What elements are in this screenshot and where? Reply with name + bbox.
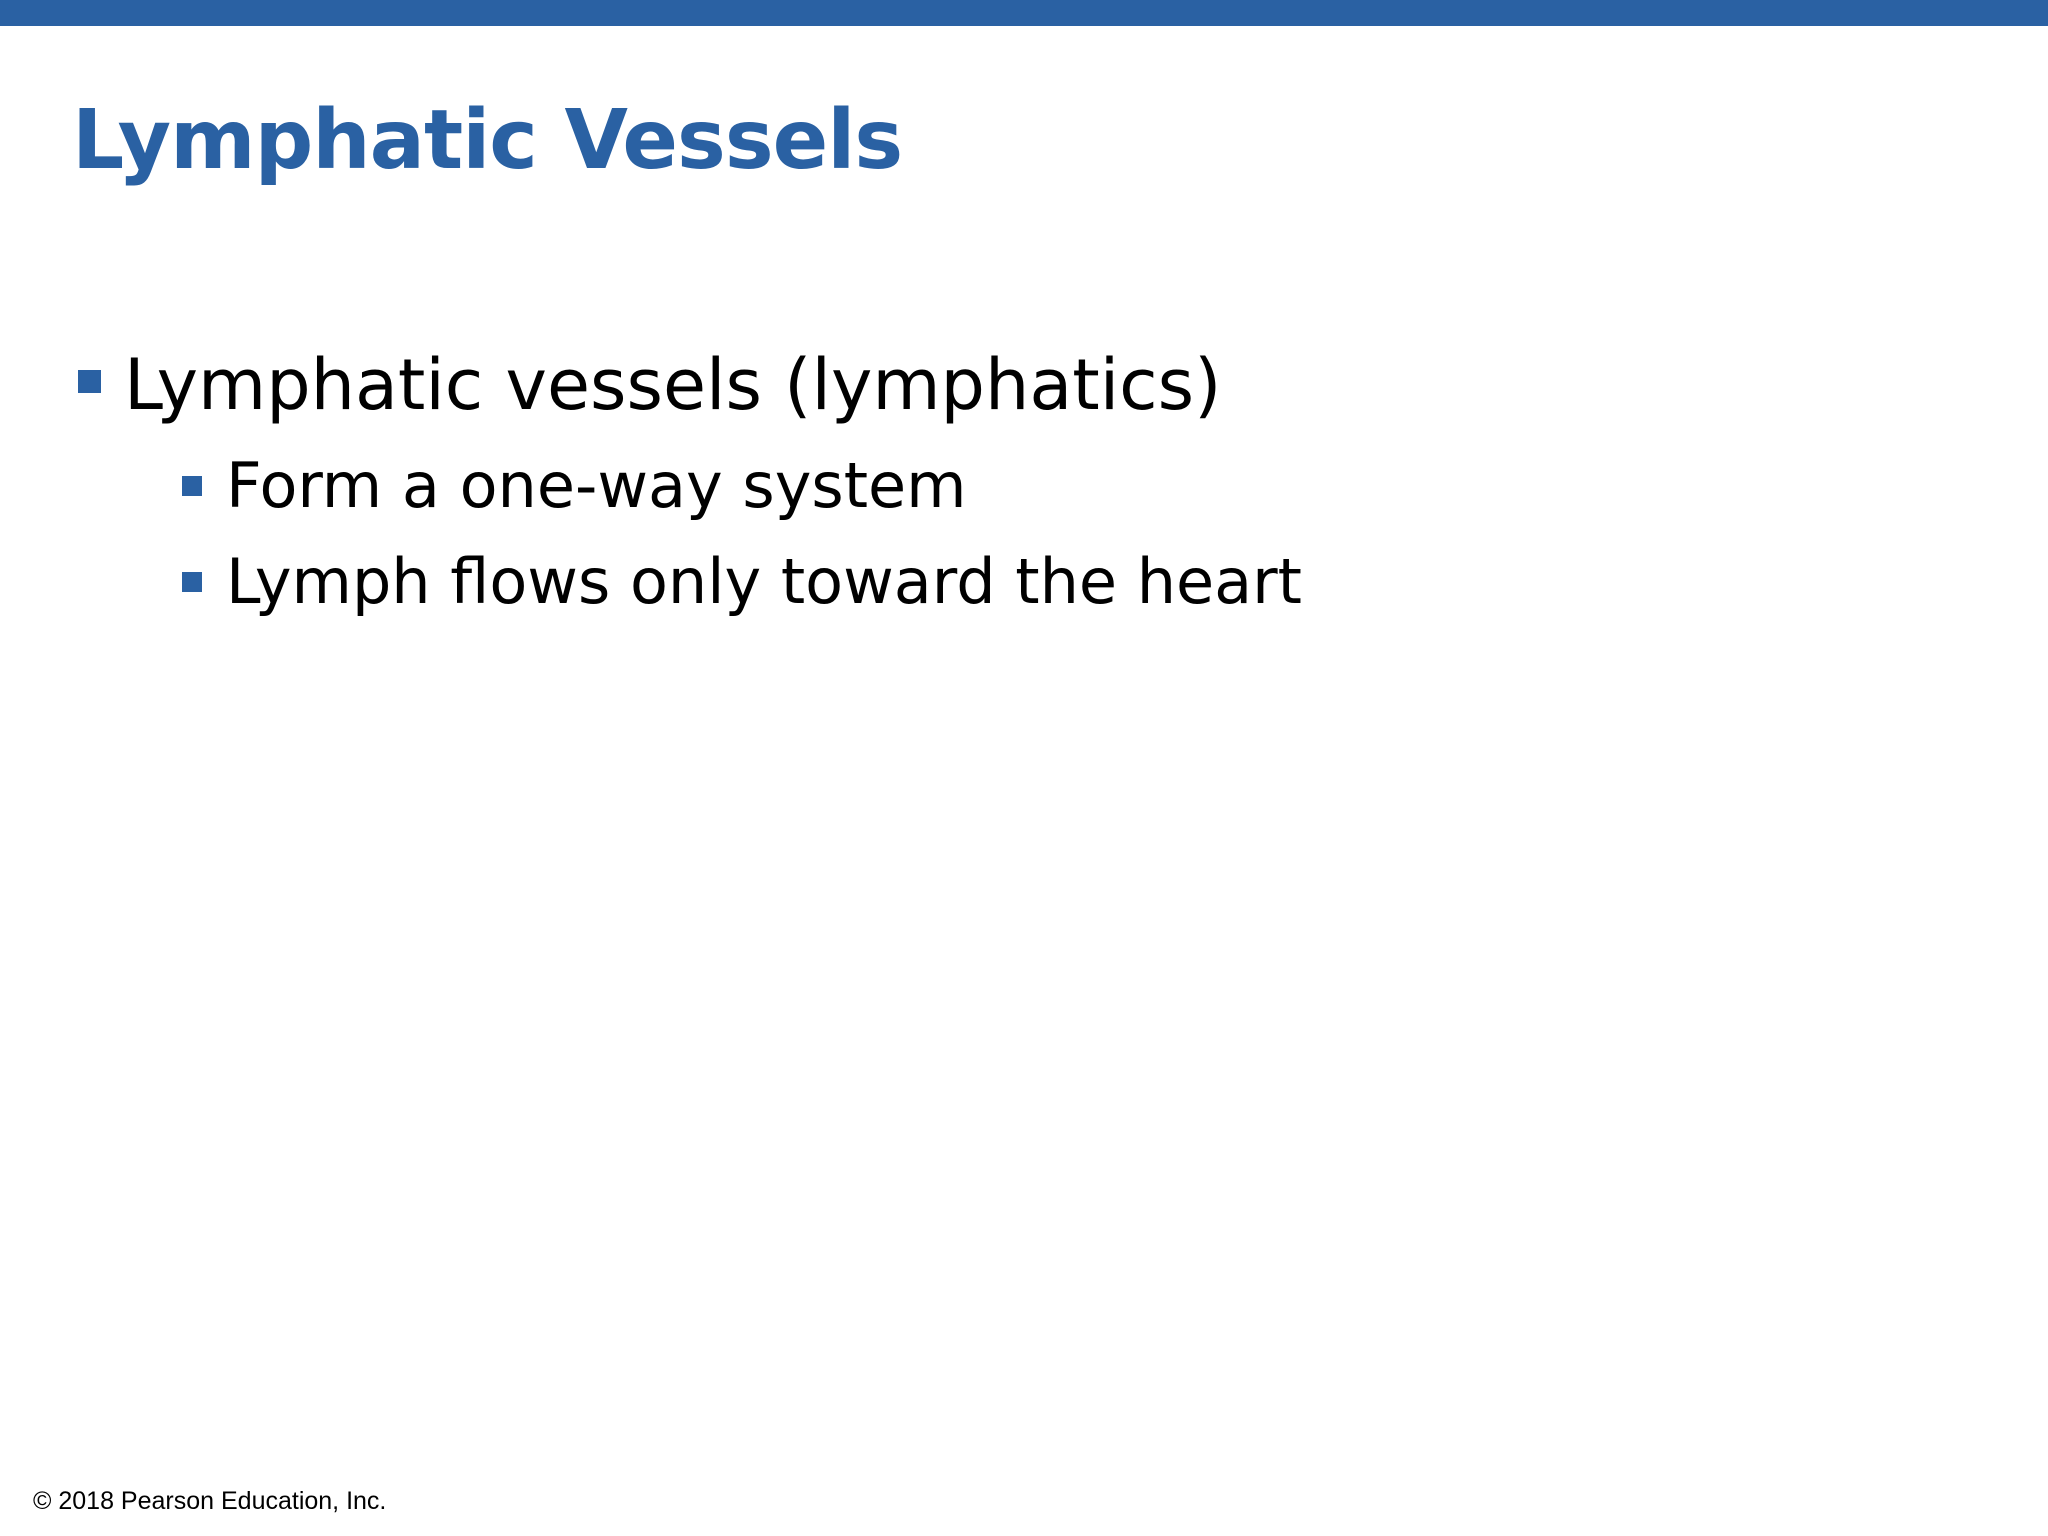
square-bullet-icon <box>182 476 202 496</box>
sub-bullet-item <box>226 446 967 526</box>
slide-title: Lymphatic Vessels <box>72 93 903 188</box>
bullet-text: Lymphatic vessels (lymphatics) <box>124 344 1222 426</box>
square-bullet-icon <box>78 370 101 393</box>
bullet-list <box>0 0 2048 700</box>
square-bullet-icon <box>182 572 202 592</box>
bullet-item <box>124 340 1221 430</box>
sub-bullet-item <box>226 542 1302 622</box>
sub-bullet-text: Form a one-way system <box>226 449 967 522</box>
copyright-footer: © 2018 Pearson Education, Inc. <box>33 1487 387 1515</box>
sub-bullet-text: Lymph flows only toward the heart <box>226 545 1302 618</box>
